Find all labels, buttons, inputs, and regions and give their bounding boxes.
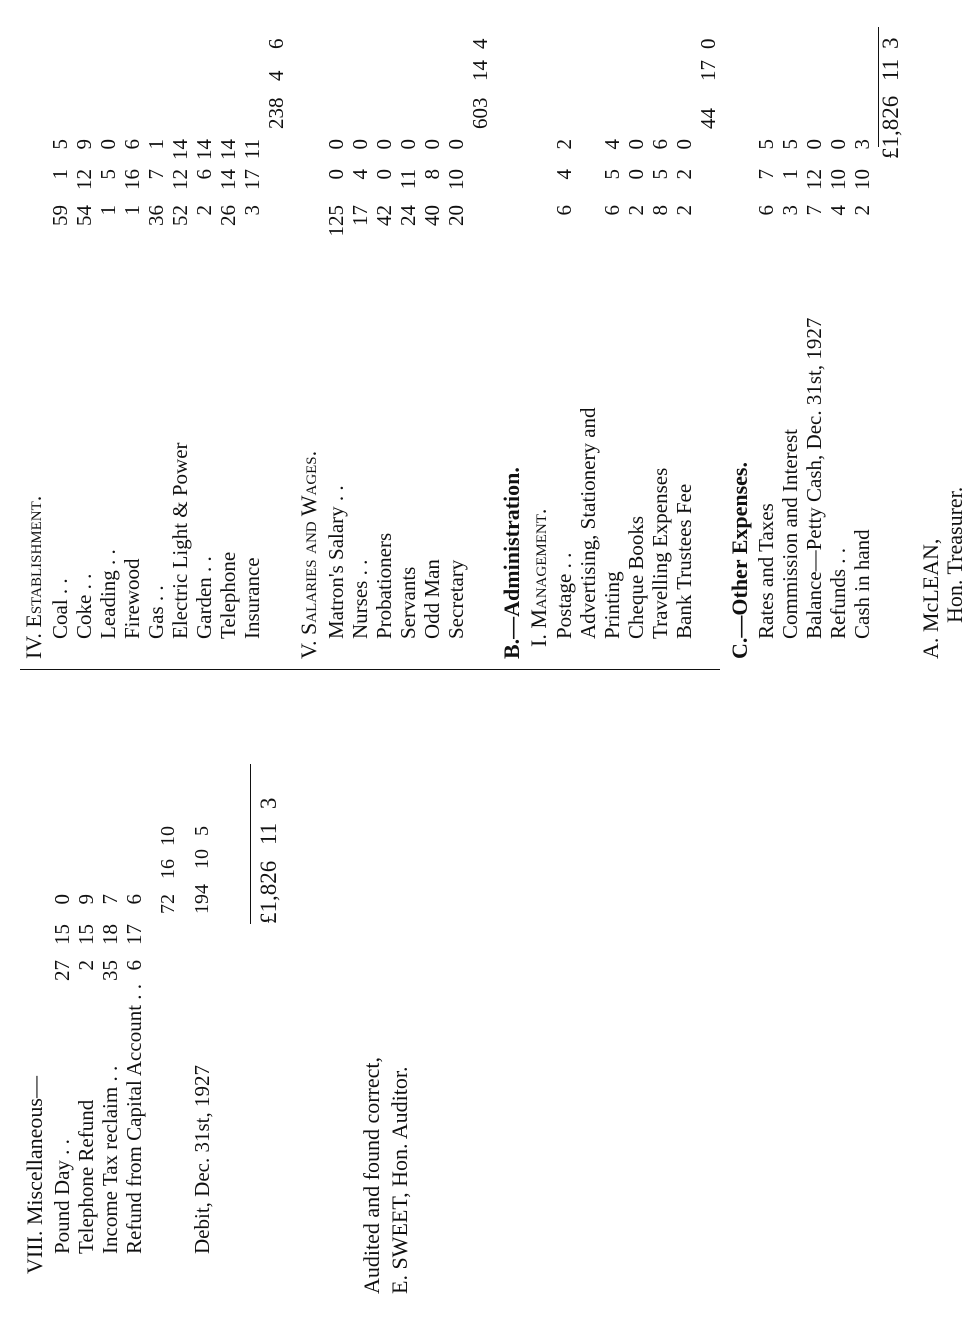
other-expenses-row <box>850 19 874 659</box>
establishment-row <box>48 19 72 659</box>
treasurer-line-2: Hon. Treasurer. <box>942 486 967 623</box>
item-label: Commission and Interest <box>778 429 802 639</box>
amount-shillings: 17 <box>240 169 264 190</box>
management-row <box>600 19 624 659</box>
amount-pence: 1 <box>144 139 168 150</box>
amount-shillings: 0 <box>372 169 396 180</box>
amount-pence: 0 <box>348 139 372 150</box>
amount-pounds: 2 <box>74 960 98 971</box>
amount-pence: 0 <box>802 139 826 150</box>
item-label: Cheque Books <box>624 515 648 639</box>
amount-pence: 0 <box>444 139 468 150</box>
amount-shillings: 14 <box>216 169 240 190</box>
amount-pounds: 27 <box>50 960 74 981</box>
amount-pence: 14 <box>168 139 192 160</box>
amount-pence: 14 <box>192 139 216 160</box>
amount-pounds: 59 <box>48 205 72 226</box>
item-label: Refunds . . <box>826 548 850 639</box>
establishment-row <box>120 19 144 659</box>
amount-pence: 9 <box>74 894 98 905</box>
amount-pence: 0 <box>324 139 348 150</box>
amount-pence: 3 <box>850 139 874 150</box>
amount-pence: 2 <box>552 139 576 150</box>
amount-shillings: 10 <box>444 169 468 190</box>
amount-shillings: 12 <box>802 169 826 190</box>
amount-pounds: 6 <box>754 205 778 216</box>
amount-shillings: 18 <box>98 924 122 945</box>
amount-shillings: 7 <box>144 169 168 180</box>
salaries-heading: V. Salaries and Wages. <box>296 450 321 659</box>
left-grand-total: £1,826 11 3 <box>256 797 281 924</box>
amount-shillings: 2 <box>672 169 696 180</box>
item-label: Cash in hand <box>850 529 874 639</box>
amount-shillings: 10 <box>826 169 850 190</box>
other-expenses-heading: C.—Other Expenses. <box>727 462 752 659</box>
amount-pence: 0 <box>50 894 74 905</box>
establishment-row <box>144 19 168 659</box>
amount-pence: 6 <box>120 139 144 150</box>
item-label: Servants <box>396 566 420 639</box>
amount-pence: 5 <box>778 139 802 150</box>
management-row <box>624 19 648 659</box>
expenses-section <box>20 19 967 659</box>
amount-pence: 0 <box>420 139 444 150</box>
item-label: Pound Day . . <box>50 1139 74 1254</box>
amount-pounds: 54 <box>72 205 96 226</box>
miscellaneous-section <box>20 674 412 1294</box>
administration-total: 44 17 0 <box>696 38 720 129</box>
administration-heading: B.—Administration. <box>499 467 524 659</box>
item-label: Insurance <box>240 557 264 639</box>
item-label: Coal . . <box>48 578 72 639</box>
amount-shillings: 12 <box>168 169 192 190</box>
other-expenses-row <box>802 19 826 659</box>
amount-shillings: 17 <box>122 924 146 945</box>
salaries-row <box>396 19 420 659</box>
item-label: Garden . . <box>192 556 216 639</box>
amount-shillings: 5 <box>96 169 120 180</box>
item-label: Nurses . . <box>348 559 372 639</box>
other-expenses-row <box>826 19 850 659</box>
management-row <box>672 19 696 659</box>
amount-shillings: 12 <box>72 169 96 190</box>
item-label: Balance—Petty Cash, Dec. 31st, 1927 <box>802 317 826 639</box>
auditor-line-2: E. SWEET, Hon. Auditor. <box>387 1066 412 1294</box>
amount-shillings: 5 <box>648 169 672 180</box>
establishment-row <box>216 19 240 659</box>
management-row <box>648 19 672 659</box>
amount-pounds: 7 <box>802 205 826 216</box>
amount-pounds: 6 <box>600 205 624 216</box>
amount-pence: 0 <box>624 139 648 150</box>
establishment-total: 238 4 6 <box>264 38 288 129</box>
item-label: Coke . . <box>72 573 96 639</box>
item-label: Rates and Taxes <box>754 503 778 639</box>
amount-shillings: 10 <box>850 169 874 190</box>
amount-pence: 0 <box>826 139 850 150</box>
amount-pounds: 8 <box>648 205 672 216</box>
amount-pounds: 35 <box>98 960 122 981</box>
amount-pence: 5 <box>754 139 778 150</box>
amount-shillings: 11 <box>396 169 420 190</box>
amount-pence: 6 <box>648 139 672 150</box>
other-expenses-row <box>754 19 778 659</box>
amount-shillings: 4 <box>552 169 576 180</box>
amount-shillings: 16 <box>120 169 144 190</box>
amount-pence: 11 <box>240 139 264 160</box>
establishment-row <box>168 19 192 659</box>
amount-pence: 7 <box>98 894 122 905</box>
amount-shillings: 0 <box>624 169 648 180</box>
amount-pence: 6 <box>122 894 146 905</box>
total-rule <box>250 764 251 924</box>
page-divider <box>20 669 720 670</box>
amount-pounds: 40 <box>420 205 444 226</box>
item-label: Bank Trustees Fee <box>672 483 696 639</box>
item-label: Odd Man <box>420 559 444 639</box>
item-label: Refund from Capital Account . . <box>122 983 146 1254</box>
salaries-row <box>444 19 468 659</box>
misc-row <box>50 674 74 1274</box>
amount-pounds: 20 <box>444 205 468 226</box>
salaries-row <box>324 19 348 659</box>
amount-pence: 0 <box>672 139 696 150</box>
amount-pence: 0 <box>372 139 396 150</box>
misc-subtotal: 72 16 10 <box>157 826 179 914</box>
amount-pounds: 6 <box>122 960 146 971</box>
amount-shillings: 0 <box>324 169 348 180</box>
establishment-heading: IV. Establishment. <box>21 495 46 659</box>
amount-pounds: 125 <box>324 205 348 237</box>
item-label: Telephone Refund <box>74 1099 98 1254</box>
management-heading: I. Management. <box>526 508 551 647</box>
amount-shillings: 15 <box>74 924 98 945</box>
item-label: Travelling Expenses <box>648 467 672 639</box>
establishment-row <box>72 19 96 659</box>
amount-shillings: 1 <box>778 169 802 180</box>
amount-shillings: 15 <box>50 924 74 945</box>
right-grand-total: £1,826 11 3 <box>878 37 903 159</box>
salaries-row <box>348 19 372 659</box>
amount-shillings: 5 <box>600 169 624 180</box>
amount-pounds: 17 <box>348 205 372 226</box>
amount-pounds: 4 <box>826 205 850 216</box>
establishment-row <box>192 19 216 659</box>
other-expenses-row <box>778 19 802 659</box>
debit-amount: 194 10 5 <box>191 826 213 914</box>
item-label: Leading . . <box>96 549 120 639</box>
misc-row <box>74 674 98 1274</box>
item-label: Electric Light & Power <box>168 442 192 639</box>
amount-pounds: 3 <box>778 205 802 216</box>
amount-pence: 4 <box>600 139 624 150</box>
miscellaneous-heading: VIII. Miscellaneous— <box>22 1076 47 1274</box>
item-label: Income Tax reclaim . . <box>98 1065 122 1254</box>
amount-pence: 14 <box>216 139 240 160</box>
item-label: Secretary <box>444 559 468 639</box>
treasurer-line-1: A. McLEAN, <box>918 538 943 659</box>
auditor-line-1: Audited and found correct, <box>359 1056 384 1294</box>
item-label: Firewood <box>120 558 144 639</box>
amount-pounds: 36 <box>144 205 168 226</box>
management-row <box>552 19 576 659</box>
establishment-row <box>96 19 120 659</box>
amount-pence: 0 <box>96 139 120 150</box>
management-row <box>576 19 600 659</box>
debit-label: Debit, Dec. 31st, 1927 <box>190 1065 214 1254</box>
amount-pounds: 6 <box>552 205 576 216</box>
amount-pence: 5 <box>48 139 72 150</box>
item-label: Telephone <box>216 551 240 639</box>
amount-pounds: 24 <box>396 205 420 226</box>
item-label: Postage . . <box>552 552 576 639</box>
item-label: Probationers <box>372 532 396 639</box>
amount-pence: 0 <box>396 139 420 150</box>
amount-pence: 9 <box>72 139 96 150</box>
salaries-row <box>372 19 396 659</box>
item-label: Matron's Salary . . <box>324 485 348 639</box>
amount-pounds: 52 <box>168 205 192 226</box>
misc-row <box>98 674 122 1274</box>
amount-pounds: 2 <box>672 205 696 216</box>
amount-pounds: 2 <box>850 205 874 216</box>
misc-row <box>122 674 146 1274</box>
amount-shillings: 4 <box>348 169 372 180</box>
amount-shillings: 7 <box>754 169 778 180</box>
amount-pounds: 26 <box>216 205 240 226</box>
amount-shillings: 6 <box>192 169 216 180</box>
establishment-row <box>240 19 264 659</box>
amount-pounds: 2 <box>624 205 648 216</box>
amount-pounds: 1 <box>96 205 120 216</box>
amount-pounds: 42 <box>372 205 396 226</box>
amount-pounds: 3 <box>240 205 264 216</box>
item-label: Gas . . <box>144 585 168 639</box>
amount-shillings: 1 <box>48 169 72 180</box>
salaries-row <box>420 19 444 659</box>
amount-pounds: 2 <box>192 205 216 216</box>
item-label: Printing <box>600 571 624 639</box>
salaries-total: 603 14 4 <box>468 38 492 129</box>
amount-pounds: 1 <box>120 205 144 216</box>
amount-shillings: 8 <box>420 169 444 180</box>
item-label: Advertising, Stationery and <box>576 407 600 639</box>
